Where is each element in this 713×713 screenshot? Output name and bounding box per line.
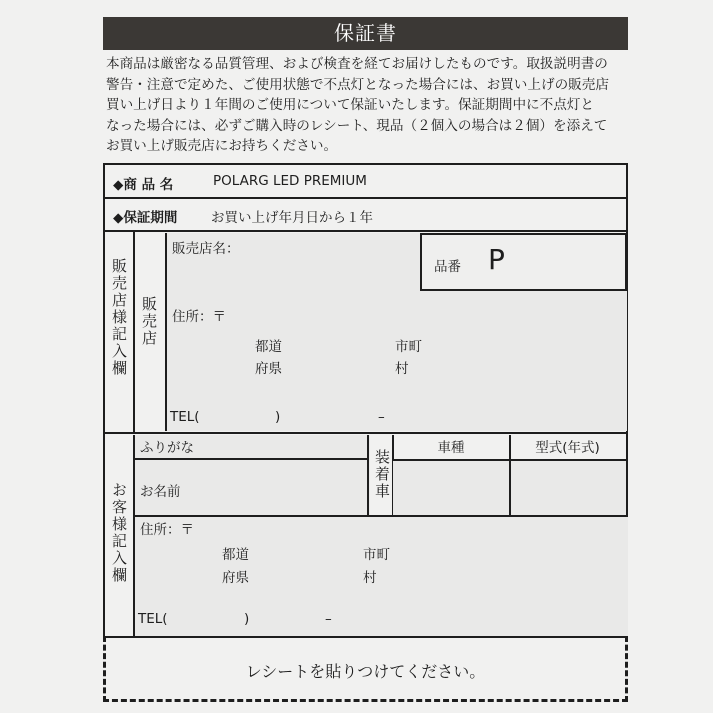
part-number-label: 品番: [434, 259, 461, 275]
tel-paren: ): [244, 611, 250, 627]
product-label: ◆商 品 名: [113, 177, 174, 193]
intro-line: 警告・注意で定めた、ご使用状態で不点灯となった場合には、お買い上げの販売店: [106, 76, 609, 93]
city-label: 市町: [395, 339, 422, 355]
customer-name-label: お名前: [140, 484, 181, 500]
intro-line: 本商品は厳密なる品質管理、および検査を経てお届けしたものです。取扱説明書の: [106, 56, 608, 72]
shop-tel-label: TEL(: [170, 409, 200, 425]
warranty-period-row: [103, 197, 628, 232]
receipt-area: [103, 636, 628, 702]
warranty-period-value: お買い上げ年月日から１年: [211, 210, 373, 226]
customer-address-field[interactable]: [133, 515, 628, 637]
part-number-value: P: [488, 243, 505, 276]
tel-dash: –: [378, 409, 385, 425]
product-row: [103, 163, 628, 199]
part-number-box: [480, 233, 627, 291]
shop-name-label: 販売店名：: [172, 241, 240, 257]
city-label: 村: [395, 361, 409, 377]
warranty-period-label: ◆保証期間: [113, 210, 178, 226]
shop-section-label: 販売店様記入欄: [110, 258, 128, 377]
model-header: [509, 435, 626, 461]
city-label: 市町: [363, 547, 390, 563]
intro-line: 買い上げ日より１年間のご使用について保証いたします。保証期間中に不点灯と: [106, 97, 595, 114]
model-label: 型式(年式): [535, 440, 600, 456]
product-name: POLARG LED PREMIUM: [213, 173, 367, 189]
pref-label: 府県: [255, 361, 282, 377]
shop-address-label: 住所：〒: [172, 309, 226, 325]
receipt-instruction: レシートを貼りつけてください。: [245, 662, 486, 681]
intro-line: なった場合には、必ずご購入時のレシート、現品（２個入の場合は２個）を添えて: [106, 117, 608, 134]
warranty-title: 保証書: [103, 17, 628, 50]
model-field[interactable]: [511, 461, 626, 515]
pref-label: 都道: [255, 339, 282, 355]
city-label: 村: [363, 570, 377, 586]
customer-section-label: お客様記入欄: [110, 482, 128, 584]
furigana-label: ふりがな: [140, 440, 194, 456]
customer-tel-label: TEL(: [138, 611, 168, 627]
car-type-header: [393, 435, 511, 461]
car-type-field[interactable]: [393, 461, 511, 515]
tel-paren: ): [275, 409, 281, 425]
intro-text: [106, 54, 628, 157]
car-label: 装着車: [373, 449, 391, 500]
customer-address-label: 住所：〒: [140, 522, 194, 538]
part-number-label-box: [420, 233, 482, 291]
pref-label: 都道: [222, 547, 249, 563]
pref-label: 府県: [222, 570, 249, 586]
car-label-cell: [367, 435, 394, 515]
tel-dash: –: [325, 611, 332, 627]
car-type-label: 車種: [437, 440, 465, 456]
intro-line: お買い上げ販売店にお持ちください。: [106, 138, 338, 155]
shop-sub-label: 販売店: [140, 296, 158, 347]
